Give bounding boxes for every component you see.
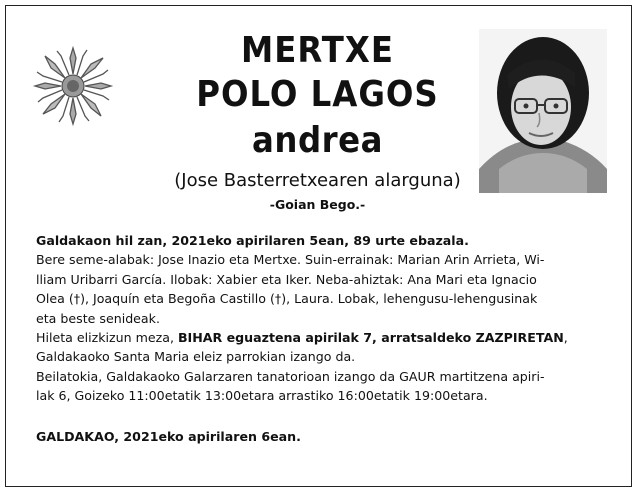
name-title: andrea [252, 120, 383, 161]
wake-line: Beilatokia, Galdakaoko Galarzaren tanatorioan izango da GAUR martitzena apiri- [36, 368, 545, 384]
name-first: MERTXE [241, 30, 394, 71]
rip-text: -Goian Bego.- [269, 197, 366, 212]
death-line: Galdakaon hil zan, 2021eko apirilaren 5ean, 89 urte ebazala. [36, 233, 469, 248]
mass-line [36, 328, 602, 347]
mass-time: BIHAR eguaztena apirilak 7, arratsaldeko ZAZPIRETAN [177, 330, 564, 346]
portrait-photo [479, 29, 607, 193]
mass-prefix: Hileta elizkizun meza, [36, 330, 178, 346]
family-line: Bere seme-alabak: Jose Inazio eta Mertxe. Suin-errainak: Marian Arin Arrieta, Wi- [36, 252, 545, 268]
closing-line: GALDAKAO, 2021eko apirilaren 6ean. [36, 429, 301, 444]
mass-suffix: , [563, 330, 568, 346]
obituary-body [36, 231, 602, 406]
wake-line: lak 6, Goizeko 11:00etatik 13:00etara arrastiko 16:00etatik 19:00etara. [36, 388, 488, 404]
widow-of: (Jose Basterretxearen alarguna) [174, 170, 461, 191]
family-line: eta beste senideak. [36, 310, 160, 326]
family-line: Olea (†), Joaquín eta Begoña Castillo (†), Laura. Lobak, lehengusu-lehengusinak [36, 291, 538, 307]
eguzkilore-icon [32, 45, 114, 127]
mass-place: Galdakaoko Santa Maria eleiz parrokian izango da. [36, 349, 356, 365]
family-line: lliam Uribarri García. Ilobak: Xabier eta Iker. Neba-ahiztak: Ana Mari eta Ignacio [36, 271, 537, 287]
name-surnames: POLO LAGOS [196, 74, 439, 115]
